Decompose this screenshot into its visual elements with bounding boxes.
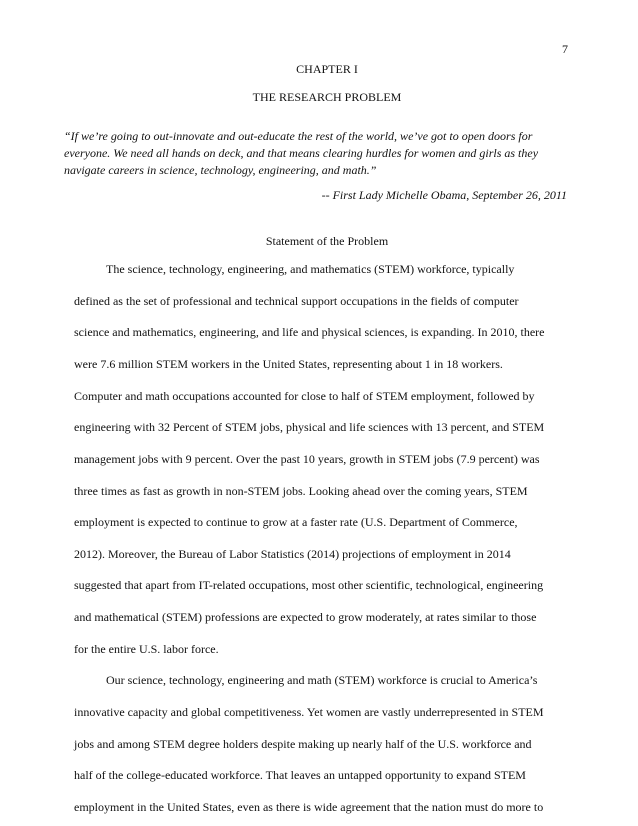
body-line: three times as fast as growth in non-STEM jobs. Looking ahead over the coming years, STEM (74, 484, 528, 498)
chapter-heading: CHAPTER I (296, 62, 358, 76)
body-line: were 7.6 million STEM workers in the United States, representing about 1 in 18 workers. (74, 357, 503, 371)
body-line: innovative capacity and global competitiveness. Yet women are vastly underrepresented in STEM (74, 705, 544, 719)
page-number: 7 (562, 42, 568, 56)
body-line: employment in the United States, even as there is wide agreement that the nation must do more to (74, 800, 544, 814)
body-line: and mathematical (STEM) professions are expected to grow moderately, at rates similar to those (74, 610, 537, 624)
body-line: jobs and among STEM degree holders despite making up nearly half of the U.S. workforce and (74, 737, 532, 751)
section-heading: Statement of the Problem (265, 234, 389, 248)
body-line: Computer and math occupations accounted for close to half of STEM employment, followed by (74, 389, 535, 403)
body-line: engineering with 32 Percent of STEM jobs, physical and life sciences with 13 percent, and STEM (74, 420, 545, 434)
body-line: suggested that apart from IT-related occupations, most other scientific, technological, engineering (74, 578, 544, 592)
quote-line-1: “If we’re going to out-innovate and out-educate the rest of the world, we’ve got to open doors for (64, 129, 533, 143)
body-line: employment is expected to continue to grow at a faster rate (U.S. Department of Commerce, (74, 515, 518, 529)
body-line: Our science, technology, engineering and math (STEM) workforce is crucial to America’s (106, 673, 538, 687)
body-line: half of the college-educated workforce. That leaves an untapped opportunity to expand STEM (74, 768, 526, 782)
body-line: for the entire U.S. labor force. (74, 642, 219, 656)
body-line: The science, technology, engineering, and mathematics (STEM) workforce, typically (106, 262, 515, 276)
quote-line-3: navigate careers in science, technology, engineering, and math.” (64, 163, 377, 177)
quote-attribution: -- First Lady Michelle Obama, September 26, 2011 (321, 188, 567, 202)
body-line: 2012). Moreover, the Bureau of Labor Statistics (2014) projections of employment in 2014 (74, 547, 511, 561)
quote-line-2: everyone. We need all hands on deck, and that means clearing hurdles for women and girls as they (64, 146, 539, 160)
body-line: science and mathematics, engineering, and life and physical sciences, is expanding. In 2010, there (74, 325, 545, 339)
research-title: THE RESEARCH PROBLEM (252, 90, 402, 104)
body-line: defined as the set of professional and technical support occupations in the fields of computer (74, 294, 519, 308)
body-line: management jobs with 9 percent. Over the past 10 years, growth in STEM jobs (7.9 percent) was (74, 452, 540, 466)
